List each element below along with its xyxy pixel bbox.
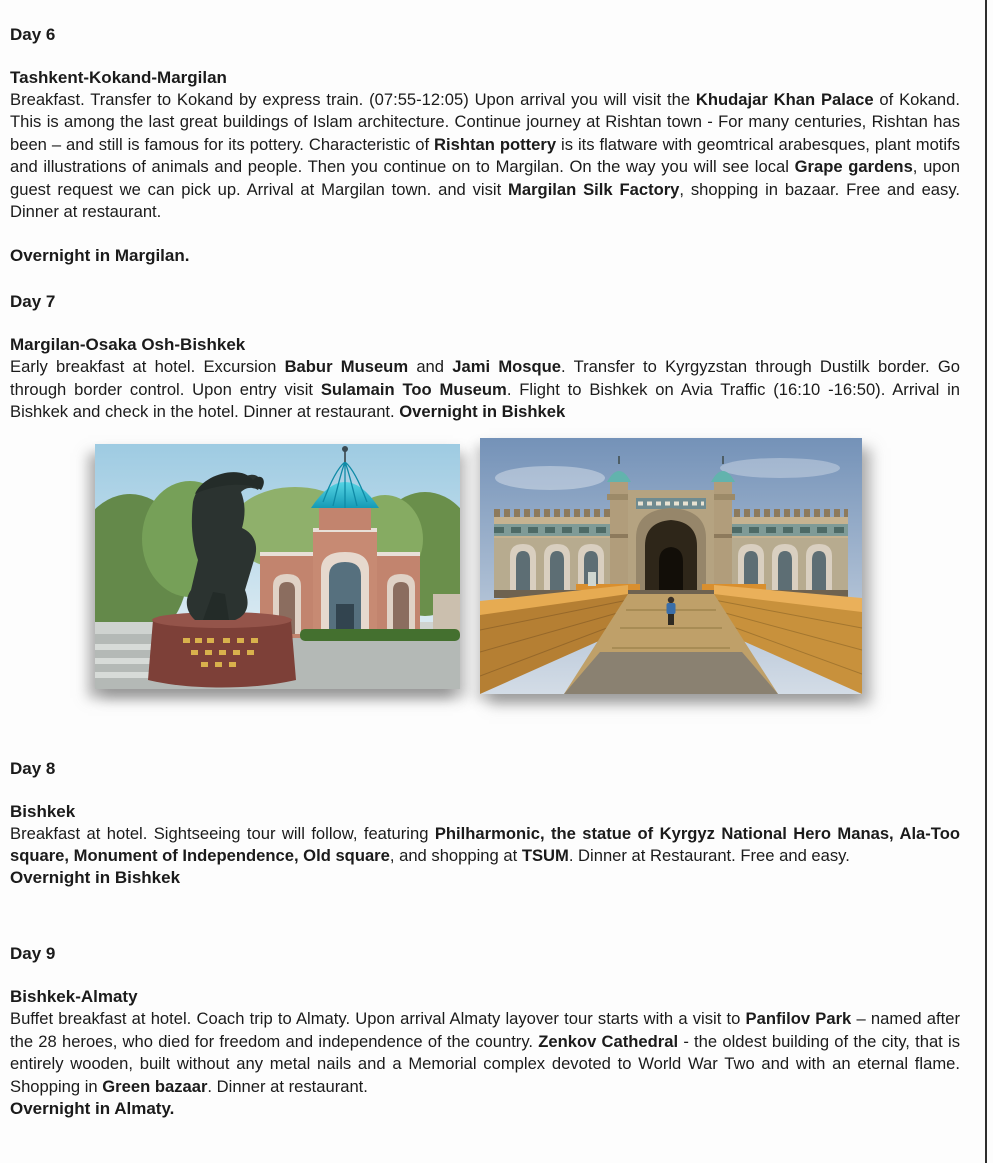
overnight-note: Overnight in Margilan. [10, 246, 190, 266]
itinerary-paragraph: Breakfast. Transfer to Kokand by express train. (07:55-12:05) Upon arrival you will visit the Khudajar Khan Palace of Kokand. This is among the last great buildings of Islam architecture. Continue journey at Rishtan town - For many centuries, Rishtan has been – and still is famous for its pottery. Characteristic of Rishtan pottery is its flatware with geomtrical arabesques, plant motifs and illustrations of animals and people. Then you continue on to Margilan. On the way you will see local Grape gardens, upon guest request we can pick up. Arrival at Margilan town. and visit Margilan Silk Factory, shopping in bazaar. Free and easy. Dinner at restaurant. [10, 90, 961, 222]
day-heading: Day 7 [10, 292, 56, 312]
itinerary-paragraph: Early breakfast at hotel. Excursion Babur Museum and Jami Mosque. Transfer to Kyrgyzstan through Dustilk border. Go through border control. Upon entry visit Sulamain Too Museum. Flight to Bishkek on Avia Traffic (16:10 -16:50). Arrival in Bishkek and check in the hotel. Dinner at restaurant. Overnight in Bishkek [10, 357, 961, 422]
route-title: Margilan-Osaka Osh-Bishkek [10, 335, 246, 355]
route-title: Bishkek-Almaty [10, 987, 138, 1007]
itinerary-paragraph: Buffet breakfast at hotel. Coach trip to Almaty. Upon arrival Almaty layover tour starts with a visit to Panfilov Park – named after the 28 heroes, who died for freedom and independence of the country. Zenkov Cathedral - the oldest building of the city, that is entirely wooden, built without any metal nails and a Memorial complex devoted to World War Two and with an eternal flame. Shopping in Green bazaar. Dinner at restaurant. [10, 1009, 960, 1096]
day-9-section [10, 943, 960, 1120]
itinerary-content [10, 24, 960, 1120]
day-7-section [10, 291, 960, 423]
scan-edge-line [985, 0, 987, 1163]
overnight-note: Overnight in Almaty. [10, 1099, 175, 1119]
itinerary-paragraph: Breakfast at hotel. Sightseeing tour will follow, featuring Philharmonic, the statue of Kyrgyz National Hero Manas, Ala-Too square, Monument of Independence, Old square, and shopping at TSUM. Dinner at Restaurant. Free and easy. [10, 823, 960, 866]
day-heading: Day 9 [10, 944, 56, 964]
photo-khudayar-khan-palace-gate [480, 438, 862, 694]
day-heading: Day 6 [10, 25, 56, 44]
route-title: Bishkek [10, 801, 76, 821]
photo-babur-statue-and-mausoleum [95, 444, 460, 689]
photos-row [95, 438, 960, 694]
day-heading: Day 8 [10, 758, 56, 778]
overnight-note: Overnight in Bishkek [10, 868, 181, 888]
day-6-section [10, 24, 960, 267]
day-8-section [10, 758, 960, 890]
route-title: Tashkent-Kokand-Margilan [10, 68, 227, 87]
